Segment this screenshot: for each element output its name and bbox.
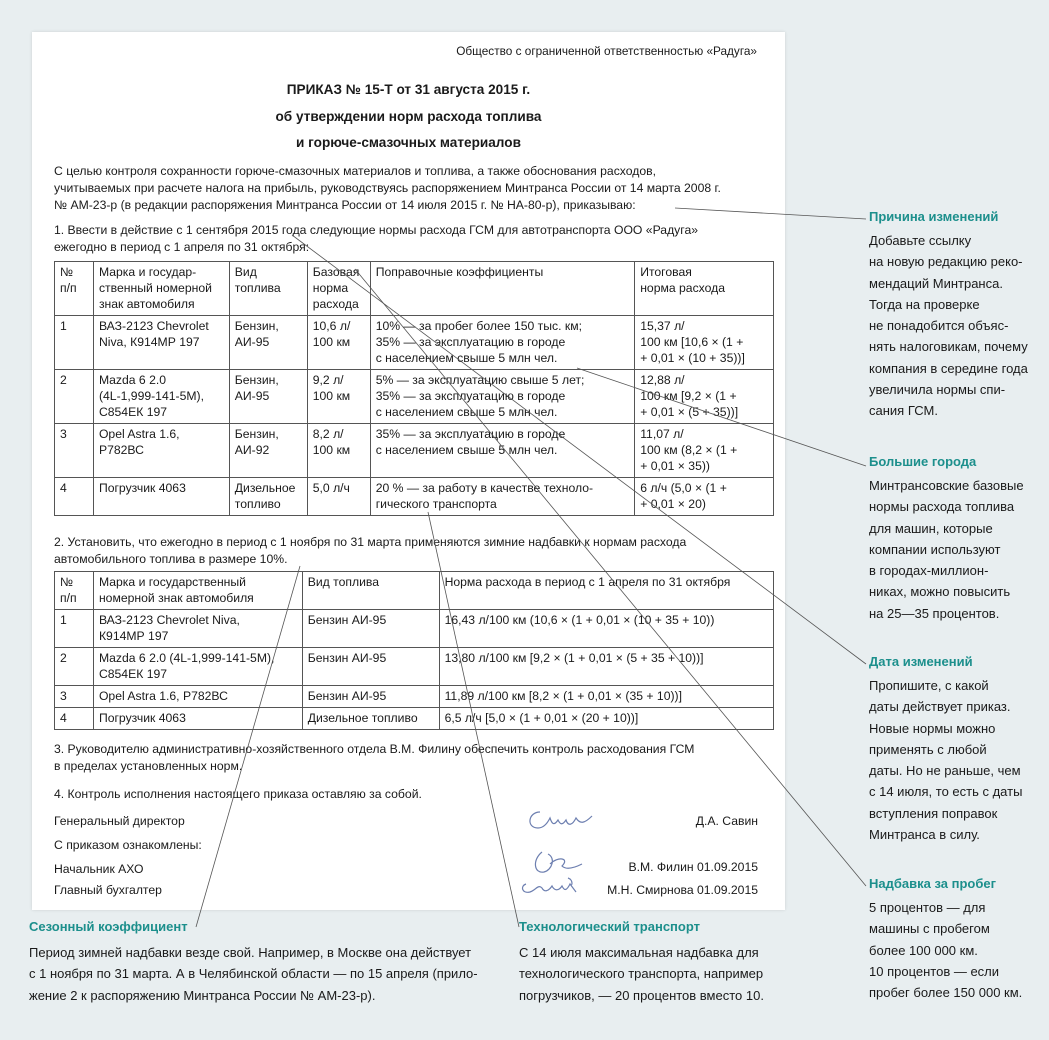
cell-line: № <box>60 575 74 589</box>
table1-header-row <box>55 262 774 316</box>
cell-line: гического транспорта <box>375 497 497 511</box>
table-row <box>55 478 774 516</box>
table-cell <box>307 262 370 316</box>
annotation-big-cities-title: Большие города <box>869 454 977 469</box>
annotation-line: мендаций Минтранса. <box>869 275 1003 291</box>
cell-line: ВАЗ-2123 Chevrolet Niva, <box>98 613 240 627</box>
cell-line: Вид топлива <box>307 575 380 589</box>
cell-line: топлива <box>234 281 281 295</box>
cell-line: 3 <box>60 689 67 703</box>
fuel-norms-table <box>54 261 774 516</box>
item-line: 1. Ввести в действие с 1 сентября 2015 года следующие нормы расхода ГСМ для автотранспорта ООО «Радуга» <box>54 223 699 237</box>
cell-line: 4 <box>60 711 67 725</box>
cell-line: Марка и государственный <box>98 575 246 589</box>
annotation-line: 5 процентов — для <box>869 900 986 915</box>
table-cell <box>370 316 634 370</box>
cell-line: норма <box>312 281 349 295</box>
cell-line: Дизельное топливо <box>307 711 418 725</box>
cell-line: 100 км <box>312 443 351 457</box>
table-cell <box>439 572 773 610</box>
accountant-label: Главный бухгалтер <box>54 883 162 897</box>
table-cell <box>439 708 773 730</box>
annotation-line: Добавьте ссылку <box>869 233 972 248</box>
cell-line: Бензин АИ-95 <box>307 689 387 703</box>
annotation-tech-transport-title: Технологический транспорт <box>519 919 700 934</box>
table-cell <box>635 316 774 370</box>
table-cell <box>370 370 634 424</box>
acquainted-label: С приказом ознакомлены: <box>54 838 202 852</box>
cell-line: 1 <box>60 319 67 333</box>
cell-line: Бензин, <box>234 427 279 441</box>
cell-line: АИ-95 <box>234 335 270 349</box>
cell-line: АИ-95 <box>234 389 270 403</box>
cell-line: 5,0 л/ч <box>312 481 350 495</box>
table-row <box>55 316 774 370</box>
accountant-signature-icon <box>516 870 596 900</box>
annotation-line: увеличила нормы спи- <box>869 382 1006 398</box>
cell-line: Бензин АИ-95 <box>307 613 387 627</box>
table-cell <box>55 648 94 686</box>
cell-line: 2 <box>60 373 67 387</box>
annotation-line: технологического транспорта, например <box>519 966 764 982</box>
cell-line: Погрузчик 4063 <box>98 711 186 725</box>
annotation-line: Минтранса в силу. <box>869 827 980 843</box>
table-row <box>55 648 774 686</box>
annotation-line: 10 процентов — если <box>869 963 1000 979</box>
table-cell <box>439 686 773 708</box>
director-name: Д.А. Савин <box>695 814 758 828</box>
annotation-mileage-text <box>869 897 1022 1003</box>
cell-line: 35% — за эксплуатацию в городе <box>375 427 566 441</box>
annotation-line: в городах-миллион- <box>869 563 989 579</box>
table-cell <box>93 708 302 730</box>
order-item-1 <box>54 222 774 256</box>
cell-line: 100 км (8,2 × (1 + <box>640 443 738 457</box>
cell-line: 5% — за эксплуатацию свыше 5 лет; <box>375 373 585 387</box>
annotation-line: Период зимней надбавки везде свой. Например, в Москве она действует <box>29 945 472 960</box>
table-cell <box>55 686 94 708</box>
table-cell <box>229 424 307 478</box>
order-subtitle-1: об утверждении норм расхода топлива <box>275 109 542 124</box>
table-cell <box>55 262 94 316</box>
annotation-line: погрузчиков, — 20 процентов вместо 10. <box>519 987 764 1003</box>
table-cell <box>55 572 94 610</box>
cell-line: Погрузчик 4063 <box>98 481 186 495</box>
table-cell <box>93 370 229 424</box>
cell-line: Бензин АИ-95 <box>307 651 387 665</box>
table-row <box>55 686 774 708</box>
cell-line: 1 <box>60 613 67 627</box>
table-cell <box>93 262 229 316</box>
order-item-2 <box>54 534 774 568</box>
table-cell <box>635 262 774 316</box>
table-cell <box>93 424 229 478</box>
annotation-line: С 14 июля максимальная надбавка для <box>519 945 759 960</box>
cell-line: № <box>60 265 74 279</box>
cell-line: + 0,01 × (5 + 35))] <box>640 405 739 419</box>
table-cell <box>302 708 439 730</box>
cell-line: Поправочные коэффициенты <box>375 265 544 279</box>
annotation-reason-text <box>869 230 1028 422</box>
table2-header-row <box>55 572 774 610</box>
aho-label: Начальник АХО <box>54 862 144 876</box>
item-line: в пределах установленных норм. <box>54 759 243 773</box>
table-cell <box>635 424 774 478</box>
item-line: 3. Руководителю административно-хозяйственного отдела В.М. Филину обеспечить контроль расходования ГСМ <box>54 742 695 756</box>
table-cell <box>229 262 307 316</box>
cell-line: 35% — за эксплуатацию в городе <box>375 389 566 403</box>
annotation-line: даты. Но не раньше, чем <box>869 763 1021 779</box>
order-subtitle-2: и горюче-смазочных материалов <box>296 135 521 150</box>
cell-line: + 0,01 × (10 + 35))] <box>640 351 745 365</box>
annotation-reason-title: Причина изменений <box>869 209 999 224</box>
cell-line: 11,07 л/ <box>640 427 684 441</box>
cell-line: Mazda 6 2.0 <box>98 373 167 387</box>
cell-line: знак автомобиля <box>98 297 195 311</box>
preamble-line: С целью контроля сохранности горюче-смазочных материалов и топлива, а также обоснования расходов, <box>54 164 657 178</box>
cell-line: ВАЗ-2123 Chevrolet <box>98 319 209 333</box>
item-line: автомобильного топлива в размере 10%. <box>54 552 288 566</box>
table-cell <box>307 478 370 516</box>
annotation-line: на новую редакцию реко- <box>869 254 1023 270</box>
table-cell <box>55 610 94 648</box>
cell-line: + 0,01 × 20) <box>640 497 706 511</box>
cell-line: 6 л/ч (5,0 × (1 + <box>640 481 727 495</box>
order-item-4: 4. Контроль исполнения настоящего приказа оставляю за собой. <box>54 787 422 801</box>
director-signature-icon <box>522 802 602 838</box>
aho-name: В.М. Филин 01.09.2015 <box>628 860 758 874</box>
cell-line: (4L-1,999-141-5M), <box>98 389 204 403</box>
cell-line: 100 км <box>312 389 351 403</box>
cell-line: Р782ВС <box>98 443 144 457</box>
annotation-line: компания в середине года <box>869 360 1028 376</box>
cell-line: Вид <box>234 265 257 279</box>
cell-line: Дизельное <box>234 481 296 495</box>
item-line: 2. Установить, что ежегодно в период с 1 ноября по 31 марта применяются зимние надбавки к нормам расхода <box>54 535 687 549</box>
cell-line: Бензин, <box>234 319 279 333</box>
cell-line: 2 <box>60 651 67 665</box>
order-title: ПРИКАЗ № 15-Т от 31 августа 2015 г. <box>286 82 531 97</box>
cell-line: 11,89 л/100 км [8,2 × (1 + 0,01 × (35 + 10))] <box>444 689 682 703</box>
table-cell <box>439 648 773 686</box>
table-row <box>55 610 774 648</box>
item-line: ежегодно в период с 1 апреля по 31 октября: <box>54 240 310 254</box>
annotation-line: Тогда на проверке <box>869 296 980 312</box>
cell-line: С854ЕК 197 <box>98 405 168 419</box>
table-row <box>55 424 774 478</box>
annotation-line: с 1 ноября по 31 марта. А в Челябинской области — по 15 апреля (прило- <box>29 966 478 982</box>
annotation-line: с 14 июля, то есть с даты <box>869 784 1023 800</box>
cell-line: К914МР 197 <box>98 629 169 643</box>
annotation-change-date-title: Дата изменений <box>869 654 973 669</box>
annotation-line: пробег более 150 000 км. <box>869 985 1023 1001</box>
table-cell <box>93 610 302 648</box>
cell-line: 35% — за эксплуатацию в городе <box>375 335 566 349</box>
cell-line: 13,80 л/100 км [9,2 × (1 + 0,01 × (5 + 35 + 10))] <box>444 651 704 665</box>
table-cell <box>370 424 634 478</box>
table-cell <box>55 708 94 730</box>
cell-line: 100 км [10,6 × (1 + <box>640 335 744 349</box>
table-cell <box>93 686 302 708</box>
table-cell <box>302 686 439 708</box>
annotation-line: компании используют <box>869 541 1001 557</box>
cell-line: Марка и государ- <box>98 265 197 279</box>
cell-line: Mazda 6 2.0 (4L-1,999-141-5M), <box>98 651 275 665</box>
table-cell <box>229 316 307 370</box>
cell-line: 9,2 л/ <box>312 373 344 387</box>
table-cell <box>370 478 634 516</box>
annotation-line: Минтрансовские базовые <box>869 478 1024 493</box>
cell-line: Niva, К914МР 197 <box>98 335 200 349</box>
annotation-tech-transport-text <box>519 942 764 1006</box>
table-cell <box>302 648 439 686</box>
table-cell <box>229 370 307 424</box>
cell-line: с населением свыше 5 млн чел. <box>375 351 558 365</box>
annotation-seasonal-title: Сезонный коэффициент <box>29 919 188 934</box>
order-preamble <box>54 163 774 214</box>
table-cell <box>307 424 370 478</box>
annotation-line: применять с любой <box>869 741 987 757</box>
cell-line: Opel Astra 1.6, Р782ВС <box>98 689 228 703</box>
annotation-line: жение 2 к распоряжению Минтранса России № АМ-23-р). <box>29 987 376 1003</box>
cell-line: 3 <box>60 427 67 441</box>
cell-line: 4 <box>60 481 67 495</box>
table-cell <box>302 610 439 648</box>
cell-line: п/п <box>60 591 77 605</box>
annotation-line: для машин, которые <box>869 520 993 536</box>
annotation-line: Пропишите, с какой <box>869 678 989 693</box>
cell-line: 20 % — за работу в качестве техноло- <box>375 481 594 495</box>
cell-line: Базовая <box>312 265 360 279</box>
company-name: Общество с ограниченной ответственностью «Радуга» <box>456 44 757 58</box>
table-cell <box>302 572 439 610</box>
table-cell <box>635 478 774 516</box>
table-cell <box>439 610 773 648</box>
cell-line: номерной знак автомобиля <box>98 591 254 605</box>
cell-line: с населением свыше 5 млн чел. <box>375 405 558 419</box>
annotation-line: вступления поправок <box>869 805 998 821</box>
cell-line: с населением свыше 5 млн чел. <box>375 443 558 457</box>
cell-line: 100 км <box>312 335 351 349</box>
annotation-line: на 25—35 процентов. <box>869 605 1000 621</box>
cell-line: п/п <box>60 281 77 295</box>
order-document <box>32 32 785 910</box>
cell-line: норма расхода <box>640 281 726 295</box>
cell-line: 10,6 л/ <box>312 319 351 333</box>
annotation-line: даты действует приказ. <box>869 699 1011 715</box>
cell-line: расхода <box>312 297 359 311</box>
table-cell <box>93 648 302 686</box>
cell-line: Норма расхода в период с 1 апреля по 31 октября <box>444 575 731 589</box>
table-cell <box>93 478 229 516</box>
cell-line: 16,43 л/100 км (10,6 × (1 + 0,01 × (10 + 35 + 10)) <box>444 613 715 627</box>
cell-line: 100 км [9,2 × (1 + <box>640 389 737 403</box>
annotation-seasonal-text <box>29 942 478 1006</box>
table-cell <box>93 572 302 610</box>
cell-line: С854ЕК 197 <box>98 667 168 681</box>
table-cell <box>307 316 370 370</box>
cell-line: ственный номерной <box>98 281 212 295</box>
order-item-3 <box>54 741 774 775</box>
table-cell <box>370 262 634 316</box>
table-row <box>55 708 774 730</box>
table-cell <box>55 478 94 516</box>
table-cell <box>55 316 94 370</box>
annotation-big-cities-text <box>869 475 1024 624</box>
preamble-line: № АМ-23-р (в редакции распоряжения Минтранса России от 14 июля 2015 г. № НА-80-р), приказываю: <box>54 198 636 212</box>
cell-line: топливо <box>234 497 281 511</box>
table-cell <box>93 316 229 370</box>
annotation-line: не понадобится объяс- <box>869 318 1009 334</box>
annotation-line: нять налоговикам, почему <box>869 339 1028 355</box>
cell-line: Opel Astra 1.6, <box>98 427 180 441</box>
annotation-line: никах, можно повысить <box>869 584 1011 600</box>
table-row <box>55 370 774 424</box>
director-label: Генеральный директор <box>54 814 185 828</box>
cell-line: 8,2 л/ <box>312 427 344 441</box>
winter-norms-table <box>54 571 774 730</box>
cell-line: Бензин, <box>234 373 279 387</box>
annotation-mileage-title: Надбавка за пробег <box>869 876 997 891</box>
annotation-line: нормы расхода топлива <box>869 499 1015 515</box>
preamble-line: учитываемых при расчете налога на прибыль, руководствуясь распоряжением Минтранса России от 14 марта 2008 г. <box>54 181 721 195</box>
annotation-change-date-text <box>869 675 1022 845</box>
annotation-line: машины с пробегом <box>869 921 990 937</box>
table-cell <box>55 370 94 424</box>
cell-line: 15,37 л/ <box>640 319 685 333</box>
cell-line: 10% — за пробег более 150 тыс. км; <box>375 319 582 333</box>
cell-line: Итоговая <box>640 265 692 279</box>
annotation-line: Новые нормы можно <box>869 720 996 736</box>
accountant-name: М.Н. Смирнова 01.09.2015 <box>607 883 758 897</box>
cell-line: + 0,01 × 35)) <box>640 459 710 473</box>
cell-line: АИ-92 <box>234 443 270 457</box>
table-cell <box>55 424 94 478</box>
table-cell <box>635 370 774 424</box>
cell-line: 6,5 л/ч [5,0 × (1 + 0,01 × (20 + 10))] <box>444 711 639 725</box>
table-cell <box>229 478 307 516</box>
annotation-line: сания ГСМ. <box>869 403 938 419</box>
annotation-line: более 100 000 км. <box>869 942 978 958</box>
table-cell <box>307 370 370 424</box>
cell-line: 12,88 л/ <box>640 373 685 387</box>
